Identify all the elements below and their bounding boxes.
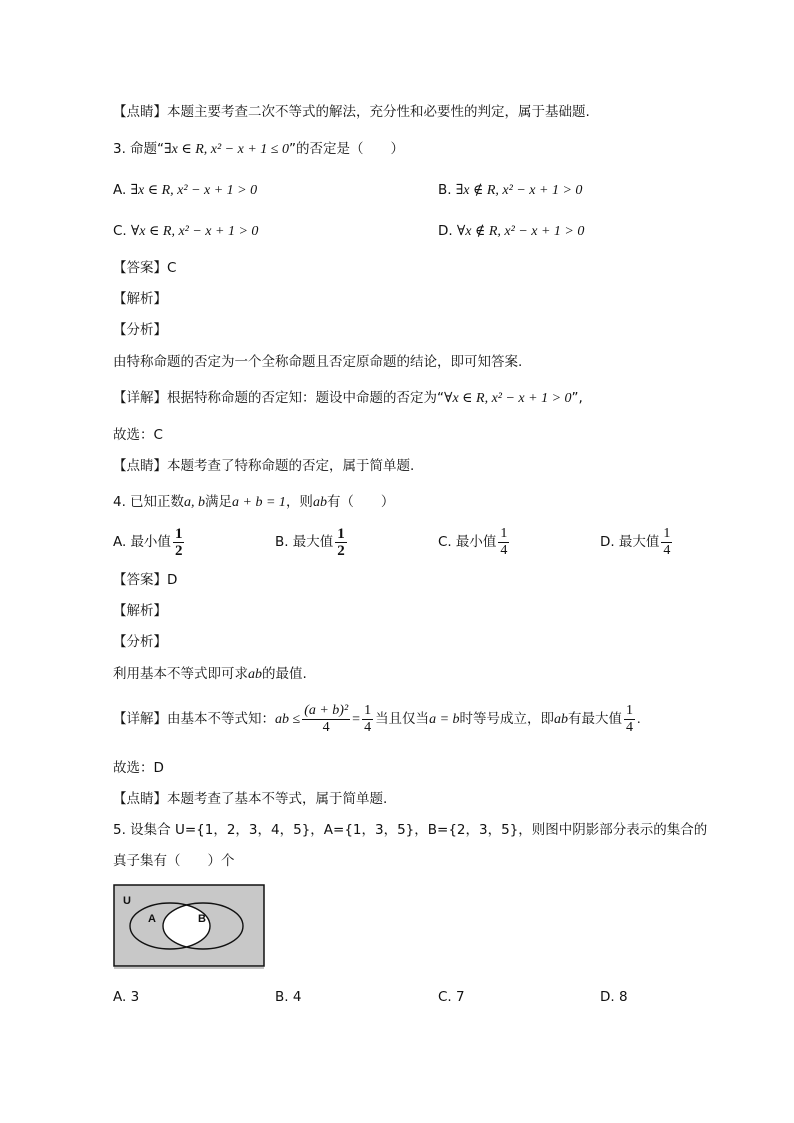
label-b: B — [198, 913, 206, 925]
q3-option-b: B. ∃x ∉ R, x² − x + 1 > 0 — [438, 182, 583, 198]
fraction: $\frac{1}{4}$ — [626, 703, 634, 735]
label-u: U — [123, 895, 131, 907]
q5-option-d: D. 8 — [600, 989, 628, 1005]
q3-fenxi-text: 由特称命题的否定为一个全称命题且否定原命题的结论，即可知答案. — [113, 354, 523, 370]
q3-jiexi-label: 【解析】 — [113, 291, 167, 307]
fraction: $\frac{1}{2}$ — [337, 526, 345, 559]
q3-tip: 【点睛】本题考查了特称命题的否定，属于简单题. — [113, 458, 415, 474]
fraction: $\frac{1}{2}$ — [174, 526, 183, 559]
label-a: A — [148, 913, 156, 925]
q3-option-d: D. ∀x ∉ R, x² − x + 1 > 0 — [438, 223, 585, 239]
question-5-stem-line1: 5. 设集合 U={1，2，3，4，5}，A={1，3，5}，B={2，3，5}，则图中阴影部分表示的集合的 — [113, 822, 708, 838]
fraction: $\frac{1}{4}$ — [364, 703, 372, 735]
q4-option-c: C. 最小值 $\frac{1}{4}$ — [438, 526, 508, 558]
question-4-stem: 4. 已知正数a, b满足a + b = 1，则ab有（ ） — [113, 494, 395, 510]
venn-diagram — [113, 884, 267, 974]
q4-fenxi-label: 【分析】 — [113, 634, 167, 650]
fraction: $\frac{1}{4}$ — [663, 526, 671, 558]
q4-choose: 故选：D — [113, 760, 164, 776]
fraction: $\frac{1}{4}$ — [500, 526, 508, 558]
question-3-stem: 3. 命题“∃x ∈ R, x² − x + 1 ≤ 0”的否定是（ ） — [113, 141, 404, 157]
fraction: $\frac{\text{(a + b)²}}{4}$ — [304, 703, 349, 735]
venn-svg — [113, 884, 267, 970]
q5-option-a: A. 3 — [113, 989, 140, 1005]
q3-answer: 【答案】C — [113, 260, 177, 276]
q4-detail: 【详解】由基本不等式知：ab ≤ $\frac{\text{(a + b)²}}{4}$ = $\frac{1}{4}$ 当且仅当a = b时等号成立，即ab有最大值 $\frac{1}{4}$ . — [113, 703, 641, 735]
q4-option-b: B. 最大值 $\frac{1}{2}$ — [275, 526, 345, 559]
q4-option-d: D. 最大值 $\frac{1}{4}$ — [600, 526, 671, 558]
q5-option-c: C. 7 — [438, 989, 465, 1005]
q4-answer: 【答案】D — [113, 572, 178, 588]
q4-option-a: A. 最小值 $\frac{1}{2}$ — [113, 526, 183, 559]
q4-tip: 【点睛】本题考查了基本不等式，属于简单题. — [113, 791, 388, 807]
q3-option-c: C. ∀x ∈ R, x² − x + 1 > 0 — [113, 223, 259, 239]
q3-detail: 【详解】根据特称命题的否定知：题设中命题的否定为“∀x ∈ R, x² − x + 1 > 0”, — [113, 390, 583, 406]
question-5-stem-line2: 真子集有（ ）个 — [113, 853, 235, 869]
q3-math: ∃x ∈ R, x² − x + 1 ≤ 0 — [164, 142, 289, 157]
q3-fenxi-label: 【分析】 — [113, 322, 167, 338]
q4-jiexi-label: 【解析】 — [113, 603, 167, 619]
q4-fenxi-text: 利用基本不等式即可求ab的最值. — [113, 666, 307, 682]
q3-choose: 故选：C — [113, 427, 163, 443]
q5-option-b: B. 4 — [275, 989, 302, 1005]
previous-tip: 【点睛】本题主要考查二次不等式的解法，充分性和必要性的判定，属于基础题. — [113, 104, 590, 120]
q3-option-a: A. ∃x ∈ R, x² − x + 1 > 0 — [113, 182, 258, 198]
